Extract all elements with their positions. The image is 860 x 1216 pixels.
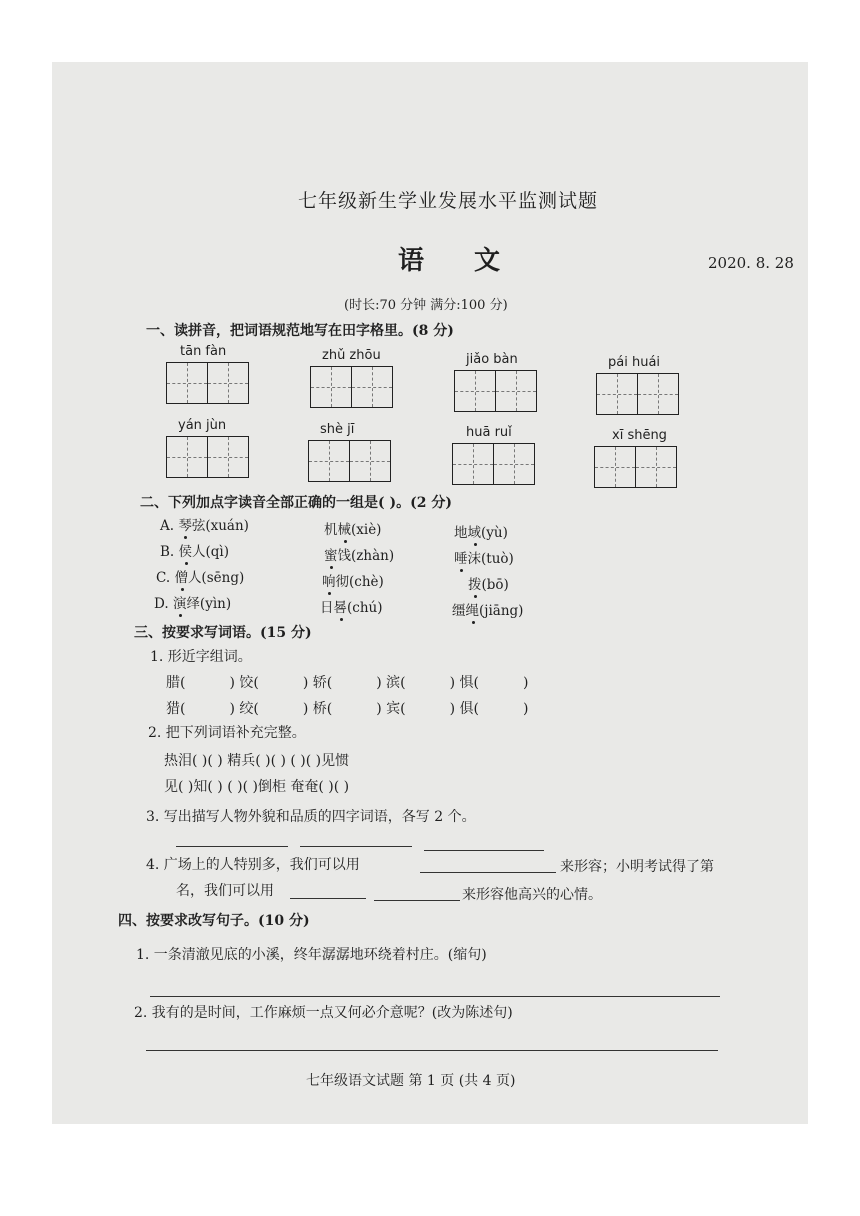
subject-char-1: 语 <box>398 246 425 276</box>
writing-grid[interactable] <box>166 362 249 404</box>
writing-grid[interactable] <box>452 443 535 485</box>
exam-title: 七年级新生学业发展水平监测试题 <box>298 190 599 212</box>
writing-grid[interactable] <box>594 446 677 488</box>
similar-chars-row-2[interactable]: 猎( ) 绞( ) 桥( ) 宾( ) 俱( ) <box>166 701 529 717</box>
question-4-1: 1. 一条清澈见底的小溪，终年潺潺地环绕着村庄。(缩句) <box>136 947 487 963</box>
section-4-heading: 四、按要求改写句子。(10 分) <box>118 913 310 929</box>
question-3-2: 2. 把下列词语补充完整。 <box>148 725 306 741</box>
page-footer: 七年级语文试题 第 1 页 (共 4 页) <box>306 1073 516 1089</box>
exam-date: 2020. 8. 28 <box>708 254 794 272</box>
option-a-word-2: 机械(xiè) <box>324 522 382 538</box>
option-b-word-3: 唾沫(tuò) <box>454 551 514 567</box>
option-b[interactable]: B. 侯人(qì) <box>160 544 230 560</box>
answer-blank[interactable] <box>176 846 288 847</box>
writing-grid[interactable] <box>166 436 249 478</box>
pinyin-label: shè jī <box>320 422 355 437</box>
writing-grid[interactable] <box>454 370 537 412</box>
option-a-word-3: 地域(yù) <box>454 525 508 541</box>
complete-idioms-row-2[interactable]: 见( )知( ) ( )( )倒柜 奄奄( )( ) <box>164 779 350 795</box>
writing-grid[interactable] <box>596 373 679 415</box>
pinyin-label: yán jùn <box>178 418 227 433</box>
question-3-4-part-1: 4. 广场上的人特别多，我们可以用 <box>146 857 360 873</box>
answer-line[interactable] <box>146 1050 718 1051</box>
question-3-1: 1. 形近字组词。 <box>150 649 252 665</box>
question-3-4-part-2: 来形容；小明考试得了第 <box>560 859 714 875</box>
pinyin-label: zhǔ zhōu <box>322 348 381 363</box>
answer-blank[interactable] <box>374 900 460 901</box>
option-b-word-2: 蜜饯(zhàn) <box>324 548 395 564</box>
writing-grid[interactable] <box>308 440 391 482</box>
option-d-word-3: 缰绳(jiāng) <box>452 603 524 619</box>
pinyin-label: tān fàn <box>180 344 227 359</box>
similar-chars-row-1[interactable]: 腊( ) 饺( ) 轿( ) 滨( ) 惧( ) <box>166 675 529 691</box>
option-a[interactable]: A. 琴弦(xuán) <box>160 518 249 534</box>
answer-blank[interactable] <box>290 898 366 899</box>
pinyin-label: huā ruǐ <box>466 425 512 440</box>
pinyin-label: pái huái <box>608 355 661 370</box>
answer-line[interactable] <box>150 996 720 997</box>
option-d[interactable]: D. 演绎(yìn) <box>154 596 232 612</box>
question-3-4-part-4: 来形容他高兴的心情。 <box>462 887 602 903</box>
exam-duration-score: (时长:70 分钟 满分:100 分) <box>344 298 508 313</box>
answer-blank[interactable] <box>420 872 556 873</box>
writing-grid[interactable] <box>310 366 393 408</box>
subject-char-2: 文 <box>474 246 501 276</box>
section-3-heading: 三、按要求写词语。(15 分) <box>134 625 312 641</box>
question-3-4-part-3: 名，我们可以用 <box>176 883 274 899</box>
answer-blank[interactable] <box>424 850 544 851</box>
answer-blank[interactable] <box>300 846 412 847</box>
question-4-2: 2. 我有的是时间，工作麻烦一点又何必介意呢？(改为陈述句) <box>134 1005 513 1021</box>
option-c-word-2: 响彻(chè) <box>322 574 384 590</box>
option-c[interactable]: C. 僧人(sēng) <box>156 570 245 586</box>
option-c-word-3: 拨(bō) <box>468 577 509 593</box>
section-1-heading: 一、读拼音，把词语规范地写在田字格里。(8 分) <box>146 323 454 339</box>
pinyin-label: xī shēng <box>612 428 667 443</box>
question-3-3: 3. 写出描写人物外貌和品质的四字词语，各写 2 个。 <box>146 809 476 825</box>
option-d-word-2: 日晷(chú) <box>320 600 383 616</box>
pinyin-label: jiǎo bàn <box>466 352 518 367</box>
section-2-heading: 二、下列加点字读音全部正确的一组是( )。(2 分) <box>140 495 452 511</box>
complete-idioms-row-1[interactable]: 热泪( )( ) 精兵( )( ) ( )( )见惯 <box>164 753 350 769</box>
